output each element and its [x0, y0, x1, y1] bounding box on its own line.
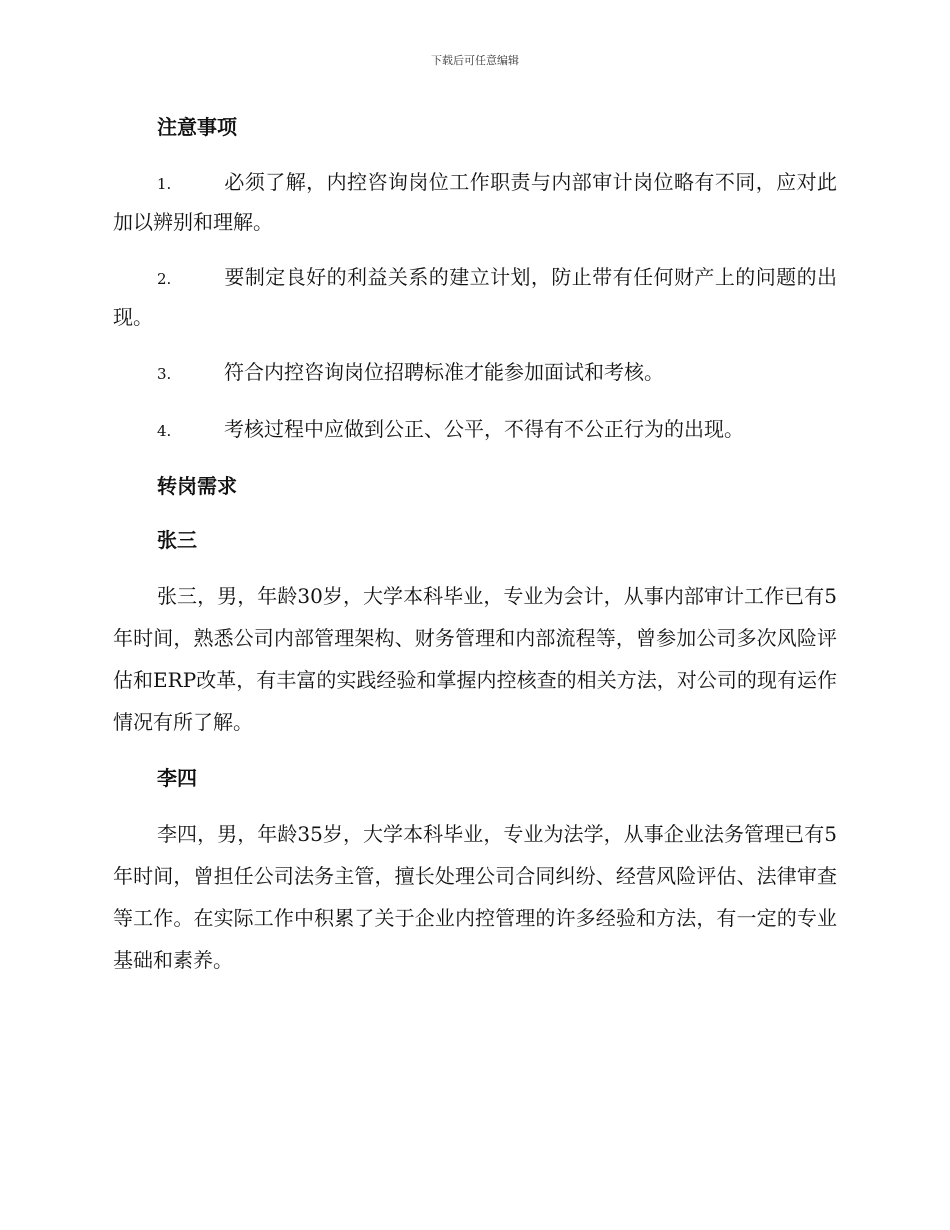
note-text: 考核过程中应做到公正、公平，不得有不公正行为的出现。: [224, 417, 744, 441]
document-body: [113, 108, 837, 997]
transfer-heading: 转岗需求: [157, 474, 237, 498]
person-description-zhangsan: 张三，男，年龄30岁，大学本科毕业，专业为会计，从事内部审计工作已有5年时间，熟悉公司内部管理架构、财务管理和内部流程等，曾参加公司多次风险评估和ERP改革，有丰富的实践经验和掌握内控核查的相关方法，对公司的现有运作情况有所了解。: [113, 584, 837, 734]
note-item-2: [113, 258, 837, 336]
note-number: 2.: [157, 270, 172, 288]
person-name-lisi: 李四: [157, 766, 197, 790]
person-name-zhangsan: 张三: [157, 528, 197, 552]
note-item-4: [113, 410, 837, 450]
note-text: 必须了解，内控咨询岗位工作职责与内部审计岗位略有不同，应对此加以辨别和理解。: [113, 170, 837, 234]
note-item-3: [113, 353, 837, 393]
note-number: 1.: [157, 175, 172, 193]
page-header: 下载后可任意编辑: [431, 54, 519, 67]
notes-heading: 注意事项: [157, 115, 237, 139]
note-text: 符合内控咨询岗位招聘标准才能参加面试和考核。: [224, 360, 664, 384]
note-item-1: [113, 163, 837, 241]
person-description-lisi: 李四，男，年龄35岁，大学本科毕业，专业为法学，从事企业法务管理已有5年时间，曾担任公司法务主管，擅长处理公司合同纠纷、经营风险评估、法律审查等工作。在实际工作中积累了关于企业内控管理的许多经验和方法，有一定的专业基础和素养。: [113, 822, 837, 972]
note-number: 3.: [157, 365, 172, 383]
note-number: 4.: [157, 422, 172, 440]
note-text: 要制定良好的利益关系的建立计划，防止带有任何财产上的问题的出现。: [113, 265, 837, 329]
